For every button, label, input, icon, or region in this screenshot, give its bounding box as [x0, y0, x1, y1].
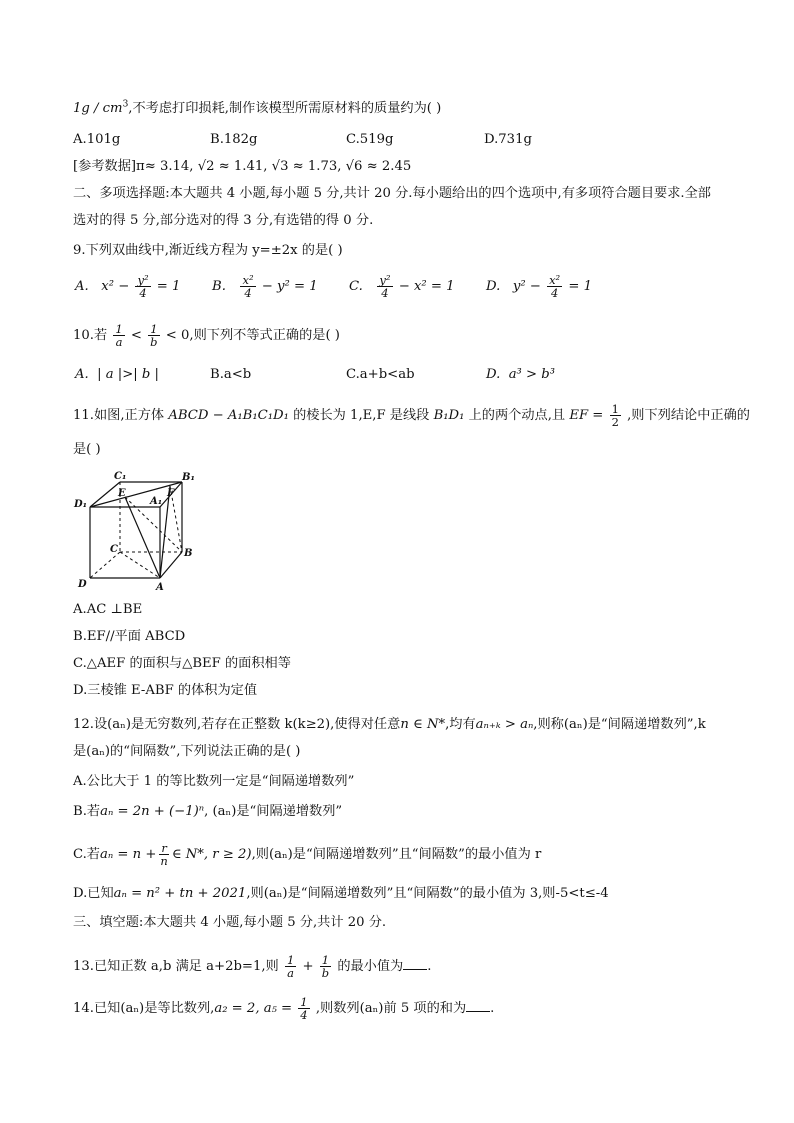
- q12-c-expr: aₙ = n +: [100, 847, 157, 862]
- label-b: B: [184, 548, 193, 559]
- q12-l1-d: aₙ₊ₖ > aₙ: [475, 717, 534, 732]
- q10-option-d: [486, 366, 555, 384]
- q9-d-post: = 1: [568, 279, 593, 294]
- q12-c-fraction: [158, 842, 169, 867]
- q10-a-expr: | a |>| b |: [97, 367, 160, 382]
- q11-f-num: 1: [611, 402, 619, 416]
- q10-f2-num: 1: [150, 322, 158, 336]
- q12-c-den: n: [160, 854, 168, 868]
- q11-pre: 11.如图,正方体: [73, 408, 165, 423]
- label-f: F: [167, 488, 175, 499]
- q14-f-den: 4: [300, 1008, 308, 1022]
- q14-fraction: [298, 996, 309, 1021]
- q11-mid: 的棱长为 1,E,F 是线段: [293, 408, 430, 423]
- q10-a-label: A.: [75, 367, 89, 382]
- q13-f1-den: a: [287, 966, 295, 980]
- q10-lt: <: [130, 328, 142, 343]
- q12-c-post: ,则(aₙ)是“间隔递增数列”且“间隔数”的最小值为 r: [251, 847, 542, 862]
- q9-d-fraction: [547, 274, 562, 299]
- q9-b-num: x²: [242, 273, 254, 287]
- q12-l1-a: 12.设(aₙ)是无穷数列,若存在正整数 k(k≥2),使得对任意: [73, 717, 401, 732]
- q12-l1-c: ,均有: [445, 717, 476, 732]
- q14-f-num: 1: [300, 995, 308, 1009]
- q12-option-d: [73, 885, 609, 903]
- q11-seg: B₁D₁: [433, 408, 465, 423]
- q9-c-den: 4: [381, 286, 389, 300]
- q8-stem-tail: [73, 100, 441, 118]
- q8-unit-exp: 3: [122, 99, 129, 110]
- q8-option-d: D.731g: [484, 132, 532, 147]
- label-c: C: [110, 544, 118, 555]
- q12-c-mid: ∈ N*, r ≥ 2): [171, 847, 252, 862]
- q13-f2-den: b: [321, 966, 330, 980]
- q11-stem-line2: 是( ): [73, 442, 101, 457]
- q9-b-label: B.: [212, 279, 226, 294]
- q13-end: .: [427, 959, 432, 974]
- q13-stem: [73, 954, 431, 979]
- q9-b-den: 4: [244, 286, 252, 300]
- q8-option-b: B.182g: [210, 132, 258, 147]
- q9-b-post: − y² = 1: [261, 279, 318, 294]
- q10-option-a: [75, 366, 159, 384]
- q10-stem: [73, 323, 340, 348]
- q9-a-label: A.: [75, 279, 89, 294]
- label-d1: D₁: [74, 499, 88, 510]
- q14-pre: 14.已知(aₙ)是等比数列,: [73, 1001, 215, 1016]
- q10-option-b: B.a<b: [210, 367, 252, 382]
- q11-ef: EF =: [569, 408, 604, 423]
- q12-stem-line2: 是(aₙ)的“间隔数”,下列说法正确的是( ): [73, 744, 301, 759]
- q9-b-fraction: [240, 274, 255, 299]
- q10-fraction-2: [148, 323, 159, 348]
- q9-d-label: D.: [486, 279, 501, 294]
- section2-heading-line2: 选对的得 5 分,部分选对的得 3 分,有选错的得 0 分.: [73, 213, 374, 228]
- q10-f2-den: b: [150, 335, 158, 349]
- q12-c-pre: C.若: [73, 847, 100, 862]
- q9-d-num: x²: [549, 273, 561, 287]
- q12-b-pre: B.若: [73, 804, 101, 819]
- q13-f1-num: 1: [286, 953, 295, 967]
- q9-a-pre: x² −: [101, 279, 130, 294]
- q9-c-label: C.: [349, 279, 363, 294]
- q9-option-a: [75, 274, 180, 299]
- q12-c-num: r: [161, 841, 167, 855]
- q12-d-expr: aₙ = n² + tn + 2021: [113, 886, 247, 901]
- q11-option-b: B.EF//平面 ABCD: [73, 629, 186, 644]
- q12-option-a: A.公比大于 1 的等比数列一定是“间隔递增数列”: [73, 774, 355, 789]
- q10-d-label: D.: [486, 367, 501, 382]
- edge-a-b: [160, 552, 182, 578]
- label-e: E: [118, 488, 126, 499]
- q9-stem: 9.下列双曲线中,渐近线方程为 y=±2x 的是( ): [73, 243, 343, 258]
- q9-c-post: − x² = 1: [398, 279, 455, 294]
- q10-f1-num: 1: [115, 322, 123, 336]
- q10-d-expr: a³ > b³: [508, 367, 555, 382]
- q11-cube: ABCD − A₁B₁C₁D₁: [168, 408, 289, 423]
- q10-option-c: C.a+b<ab: [346, 367, 415, 382]
- q11-stem-line1: [73, 403, 750, 428]
- q12-d-pre: D.已知: [73, 886, 114, 901]
- q9-d-pre: y² −: [512, 279, 541, 294]
- q13-fraction-1: [285, 954, 296, 979]
- q13-plus: +: [302, 959, 314, 974]
- q10-pre: 10.若: [73, 328, 108, 343]
- segment-a-e: [125, 496, 163, 578]
- q9-a-fraction: [135, 274, 150, 299]
- q14-expr: a₂ = 2, a₅ =: [214, 1001, 293, 1016]
- q9-option-d: [486, 274, 592, 299]
- label-b1: B₁: [182, 472, 195, 483]
- label-a: A: [156, 582, 164, 593]
- q12-l1-b: n ∈ N*: [400, 717, 446, 732]
- q14-stem: [73, 996, 494, 1021]
- q9-option-c: [349, 274, 455, 299]
- q14-post: ,则数列(aₙ)前 5 项的和为: [315, 1001, 467, 1016]
- q11-option-a: A.AC ⊥BE: [73, 602, 143, 617]
- q13-pre: 13.已知正数 a,b 满足 a+2b=1,则: [73, 959, 279, 974]
- q9-a-den: 4: [139, 286, 147, 300]
- q8-option-c: C.519g: [346, 132, 394, 147]
- q8-reference-data: [参考数据]π≈ 3.14, √2 ≈ 1.41, √3 ≈ 1.73, √6 ≈ 2.45: [73, 159, 412, 174]
- q10-fraction-1: [113, 323, 124, 348]
- q12-b-post: , (aₙ)是“间隔递增数列”: [204, 804, 343, 819]
- q8-tail-text: ,不考虑打印损耗,制作该模型所需原材料的质量约为( ): [128, 101, 442, 116]
- q11-option-c: C.△AEF 的面积与△BEF 的面积相等: [73, 656, 291, 671]
- label-a1: A₁: [150, 496, 163, 507]
- q13-f2-num: 1: [321, 953, 330, 967]
- label-c1: C₁: [114, 471, 127, 482]
- q14-end: .: [490, 1001, 495, 1016]
- q10-post: < 0,则下列不等式正确的是( ): [165, 328, 340, 343]
- q11-cube-figure: [70, 470, 210, 595]
- q11-f-den: 2: [611, 415, 619, 429]
- q11-option-d: D.三棱锥 E-ABF 的体积为定值: [73, 683, 258, 698]
- q8-unit: 1g / cm: [73, 101, 123, 116]
- q12-option-b: [73, 803, 342, 821]
- q11-fraction: [610, 403, 621, 428]
- q11-mid2: 上的两个动点,且: [468, 408, 566, 423]
- section3-heading: 三、填空题:本大题共 4 小题,每小题 5 分,共计 20 分.: [73, 915, 387, 930]
- q14-answer-blank[interactable]: [466, 999, 490, 1012]
- q9-c-fraction: [377, 274, 392, 299]
- q12-b-expr: aₙ = 2n + (−1)ⁿ: [100, 804, 205, 819]
- label-d: D: [78, 579, 87, 590]
- hidden-edge-c-d: [90, 552, 120, 578]
- q8-option-a: A.101g: [73, 132, 121, 147]
- q9-d-den: 4: [550, 286, 559, 300]
- section2-heading-line1: 二、多项选择题:本大题共 4 小题,每小题 5 分,共计 20 分.每小题给出的四个选项中,有多项符合题目要求.全部: [73, 186, 711, 201]
- q10-f1-den: a: [115, 335, 123, 349]
- q12-stem-line1: [73, 716, 706, 734]
- q12-d-post: ,则(aₙ)是“间隔递增数列”且“间隔数”的最小值为 3,则-5<t≤-4: [246, 886, 609, 901]
- q9-c-num: y²: [379, 273, 391, 287]
- q12-option-c: [73, 842, 541, 867]
- q13-answer-blank[interactable]: [403, 957, 427, 970]
- q12-l1-e: ,则称(aₙ)是“间隔递增数列”,k: [533, 717, 706, 732]
- q9-option-b: [212, 274, 318, 299]
- q13-post: 的最小值为: [337, 959, 404, 974]
- q9-a-post: = 1: [156, 279, 181, 294]
- q13-fraction-2: [320, 954, 331, 979]
- q11-post: ,则下列结论中正确的: [627, 408, 750, 423]
- q9-a-num: y²: [137, 273, 149, 287]
